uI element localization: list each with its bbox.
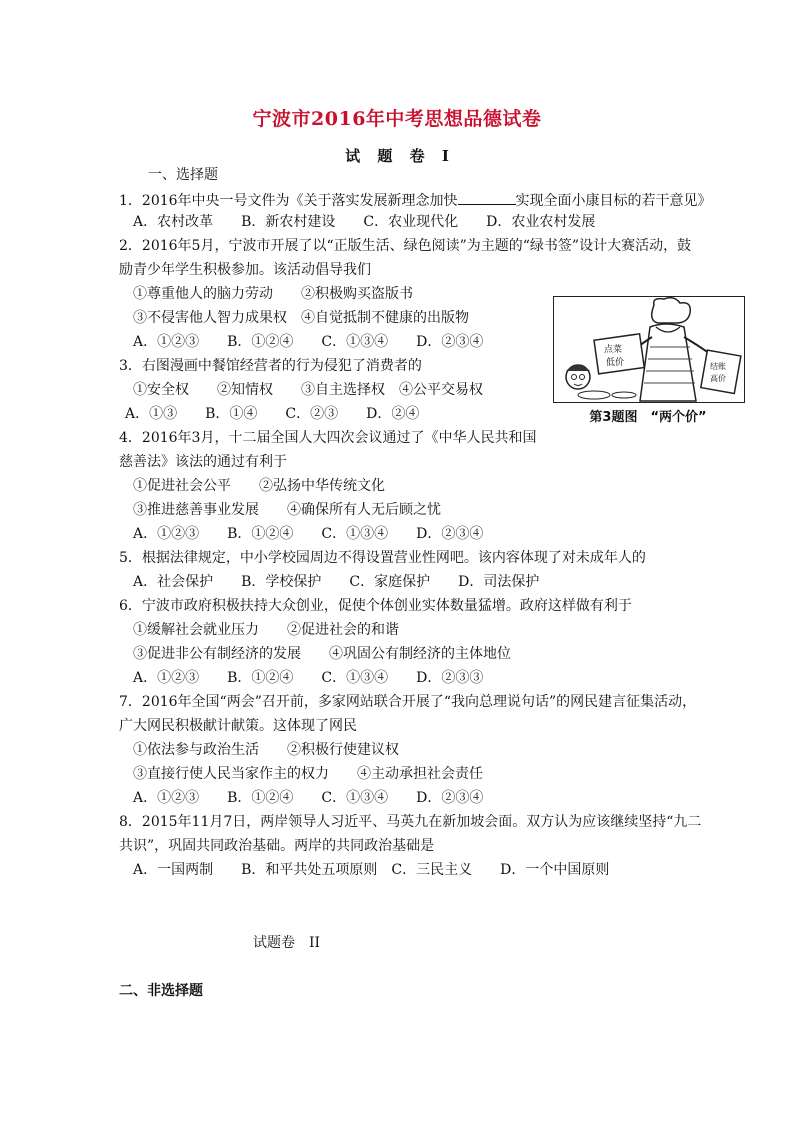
question-6-stem: 6．宁波市政府积极扶持大众创业，促使个体创业实体数量猛增。政府这样做有利于: [119, 598, 632, 614]
question-5-stem: 5．根据法律规定，中小学校园周边不得设置营业性网吧。该内容体现了对未成年人的: [119, 550, 646, 566]
question-2-stem-line1: 2．2016年5月，宁波市开展了以“正版生活、绿色阅读”为主题的“绿书签”设计大赛活动，鼓: [119, 238, 692, 254]
sign-left-line2: 低价: [606, 358, 625, 368]
question-8-options: A．一国两制 B．和平共处五项原则 C．三民主义 D．一个中国原则: [133, 862, 610, 878]
cartoon-illustration: [553, 296, 745, 403]
question-1-stem-part-a: 1．2016年中央一号文件为《关于落实发展新理念加快: [119, 193, 458, 209]
question-3-stem: 3．右图漫画中餐馆经营者的行为侵犯了消费者的: [119, 358, 422, 374]
question-8-stem-line1: 8．2015年11月7日，两岸领导人习近平、马英九在新加坡会面。双方认为应该继续坚持“九二: [119, 814, 702, 830]
section-heading-choice: 一、选择题: [148, 167, 218, 183]
question-4-stem-line1: 4．2016年3月，十二届全国人大四次会议通过了《中华人民共和国: [119, 430, 537, 446]
question-7-options: A．①②③ B．①②④ C．①③④ D．②③④: [133, 790, 484, 806]
question-2-options: A．①②③ B．①②④ C．①③④ D．②③④: [133, 334, 484, 350]
sign-left-line1: 点菜: [604, 345, 623, 355]
question-3-options: A．①③ B．①④ C．②③ D．②④: [125, 406, 420, 422]
figure-caption: 第3题图 “两个价”: [589, 410, 707, 425]
question-2-items-line1: ①尊重他人的脑力劳动 ②积极购买盗版书: [133, 286, 413, 302]
question-5-options: A．社会保护 B．学校保护 C．家庭保护 D．司法保护: [133, 574, 540, 590]
question-6-items-line1: ①缓解社会就业压力 ②促进社会的和谐: [133, 622, 399, 638]
question-1-options: A．农村改革 B．新农村建设 C．农业现代化 D．农业农村发展: [133, 214, 596, 230]
question-2-items-line2: ③不侵害他人智力成果权 ④自觉抵制不健康的出版物: [133, 310, 469, 326]
question-4-items-line2: ③推进慈善事业发展 ④确保所有人无后顾之忧: [133, 502, 441, 518]
question-7-stem-line2: 广大网民积极献计献策。这体现了网民: [119, 718, 357, 734]
question-7-items-line1: ①依法参与政治生活 ②积极行使建议权: [133, 742, 399, 758]
question-1-blank: [458, 190, 516, 205]
question-1-stem: [119, 190, 712, 210]
paper-2-heading: 试题卷 II: [253, 935, 321, 951]
paper-subtitle: 试 题 卷 I: [345, 147, 449, 165]
question-4-options: A．①②③ B．①②④ C．①③④ D．②③④: [133, 526, 484, 542]
exam-title: 宁波市2016年中考思想品德试卷: [252, 108, 542, 130]
question-2-stem-line2: 励青少年学生积极参加。该活动倡导我们: [119, 262, 371, 278]
question-6-items-line2: ③促进非公有制经济的发展 ④巩固公有制经济的主体地位: [133, 646, 511, 662]
question-6-options: A．①②③ B．①②④ C．①③④ D．②③③: [133, 670, 484, 686]
question-8-stem-line2: 共识”，巩固共同政治基础。两岸的共同政治基础是: [119, 838, 435, 854]
question-4-stem-line2: 慈善法》该法的通过有利于: [119, 454, 287, 470]
question-3-items: ①安全权 ②知情权 ③自主选择权 ④公平交易权: [133, 382, 483, 398]
cartoon-drawing: [554, 297, 744, 402]
question-7-items-line2: ③直接行使人民当家作主的权力 ④主动承担社会责任: [133, 766, 483, 782]
question-7-stem-line1: 7．2016年全国“两会”召开前，多家网站联合开展了“我向总理说句话”的网民建言征集活动，: [119, 694, 697, 710]
section-heading-nonchoice: 二、非选择题: [119, 983, 203, 999]
sign-right-line2: 高价: [710, 374, 726, 383]
question-1-stem-part-b: 实现全面小康目标的若干意见》: [515, 193, 712, 209]
question-4-items-line1: ①促进社会公平 ②弘扬中华传统文化: [133, 478, 385, 494]
sign-right-line1: 结账: [710, 362, 726, 371]
